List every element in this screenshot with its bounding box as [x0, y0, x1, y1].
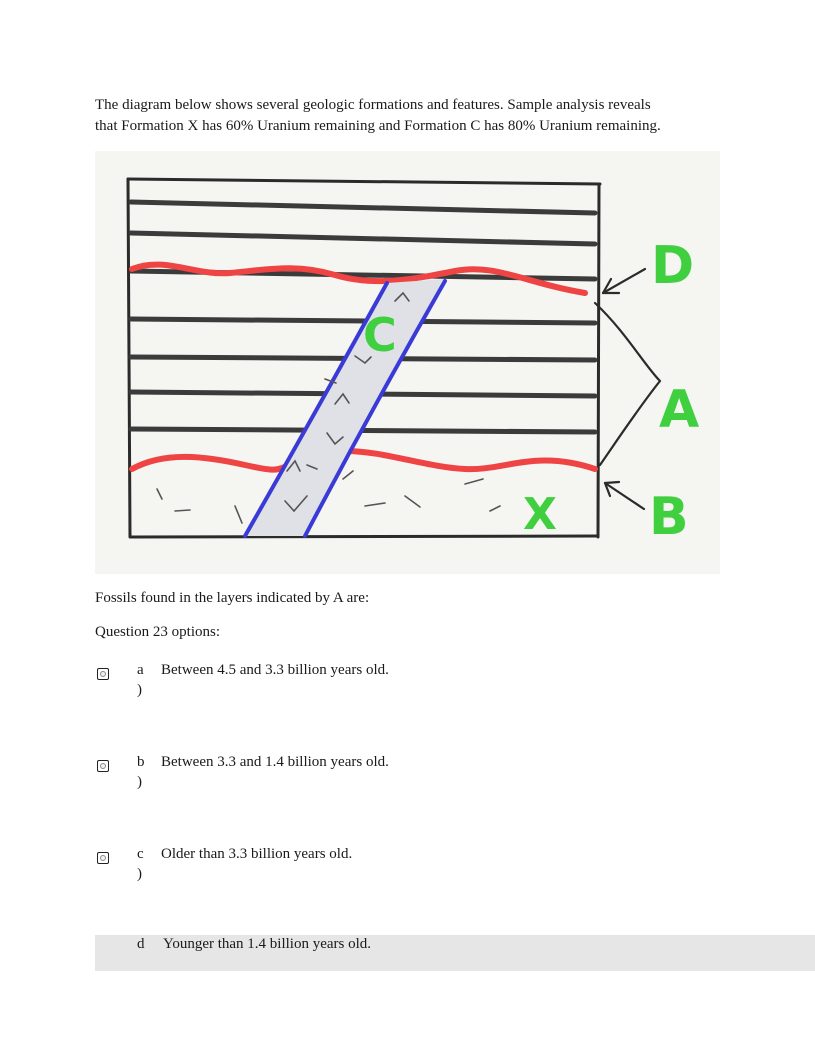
option-letter: d	[137, 936, 145, 952]
option-c[interactable]	[95, 846, 815, 882]
pointer-arrows	[595, 269, 660, 509]
option-b[interactable]	[95, 754, 815, 790]
lower-unconformity-left	[132, 457, 305, 470]
label-a: A	[659, 380, 700, 440]
geology-diagram	[95, 151, 720, 574]
label-b: B	[649, 487, 689, 547]
question-stem: Fossils found in the layers indicated by A are:	[95, 590, 370, 606]
geology-sketch	[95, 151, 720, 574]
radio-button-b[interactable]	[97, 760, 109, 772]
option-paren: )	[137, 866, 142, 882]
intrusion-fill	[245, 279, 445, 536]
intro-line-2: that Formation X has 60% Uranium remaining and Formation C has 80% Uranium remaining.	[95, 118, 661, 134]
question-intro	[95, 95, 715, 137]
radio-button-c[interactable]	[97, 852, 109, 864]
options-label: Question 23 options:	[95, 624, 221, 640]
option-a[interactable]	[95, 662, 815, 698]
option-letter: a	[137, 662, 144, 678]
option-letter: c	[137, 846, 144, 862]
option-text: Younger than 1.4 billion years old.	[163, 936, 372, 952]
option-text: Older than 3.3 billion years old.	[161, 846, 353, 862]
label-d: D	[651, 236, 695, 296]
option-letter: b	[137, 754, 145, 770]
option-paren: )	[137, 682, 142, 698]
option-text: Between 3.3 and 1.4 billion years old.	[161, 754, 389, 770]
option-d[interactable]	[95, 935, 815, 971]
intro-line-1: The diagram below shows several geologic formations and features. Sample analysis reveals	[95, 97, 651, 113]
label-x: X	[523, 489, 557, 540]
upper-unconformity-d	[132, 265, 585, 293]
lower-unconformity-right	[345, 451, 595, 469]
label-c: C	[363, 308, 397, 362]
radio-button-a[interactable]	[97, 668, 109, 680]
option-text: Between 4.5 and 3.3 billion years old.	[161, 662, 389, 678]
option-paren: )	[137, 774, 142, 790]
bracket-a	[595, 303, 660, 465]
